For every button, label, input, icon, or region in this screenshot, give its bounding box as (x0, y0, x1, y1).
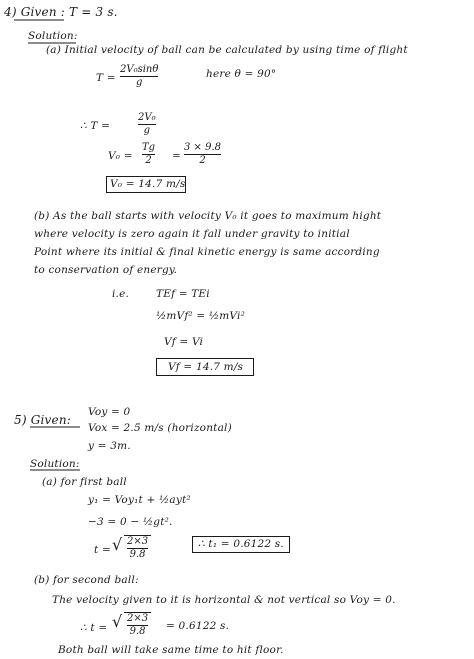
q4-v0-val-numerator: 3 × 9.8 (184, 142, 222, 153)
q4-ie: i.e. (112, 288, 130, 300)
q4-v0-denominator: 2 (145, 155, 152, 166)
q5-part-b-body: The velocity given to it is horizontal & not vertical so Voy = 0. (52, 594, 396, 606)
q5-conclusion: Both ball will take same time to hit floor. (58, 644, 284, 656)
q4-v0-val-denominator: 2 (199, 155, 206, 166)
q5-y: y = 3m. (88, 440, 131, 452)
q4-v0-eq: V₀ = (108, 150, 133, 162)
q5-part-a-text: (a) for first ball (42, 476, 127, 488)
q4-te-eq: TEf = TEi (156, 288, 210, 300)
q5-t2-numerator: 2×3 (127, 613, 149, 624)
q5-eq1: y₁ = Voy₁t + ½ayt² (88, 494, 191, 506)
q5-part-b-text: (b) for second ball: (34, 574, 139, 586)
q4-t2-fraction (138, 112, 156, 137)
q4-vf-result: Vf = 14.7 m/s (168, 361, 244, 373)
q4-t-denominator: g (135, 77, 143, 88)
q4-part-b-line4: to conservation of energy. (34, 264, 178, 276)
q4-given: 4) Given : T = 3 s. (4, 5, 118, 19)
q4-v0-numerator: Tg (142, 142, 156, 153)
sqrt-icon: √ (112, 535, 123, 554)
q4-ke-eq: ½mVf² = ½mVi² (156, 310, 245, 322)
q5-given: 5) Given: (14, 413, 72, 427)
q4-t2-denominator: g (143, 125, 150, 136)
q4-v0-fraction (142, 142, 155, 167)
q4-v0-result: V₀ = 14.7 m/s (110, 178, 186, 190)
q5-t2-lhs: ∴ t = (80, 622, 108, 634)
q4-t2-numerator: 2V₀ (138, 112, 156, 123)
q5-t2-value: = 0.6122 s. (166, 620, 230, 632)
q5-voy: Voy = 0 (88, 406, 131, 418)
q5-t-numerator: 2×3 (127, 536, 149, 547)
q5-t-fraction (124, 535, 151, 561)
q4-part-b-line3: Point where its initial & final kinetic energy is same according (34, 246, 380, 258)
q5-t2-denominator: 9.8 (129, 626, 146, 637)
q4-solution-label: Solution: (28, 30, 78, 42)
q4-here-note: here θ = 90° (206, 68, 277, 80)
q5-t2-fraction (124, 612, 151, 638)
q4-part-a-text: (a) Initial velocity of ball can be calculated by using time of flight (46, 44, 408, 56)
q4-eq-sign: = (172, 150, 181, 162)
q5-eq2: −3 = 0 − ½gt². (88, 516, 173, 528)
q4-t-fraction (120, 64, 158, 89)
q4-vf-eq: Vf = Vi (164, 336, 204, 348)
q4-t-numerator: 2V₀sinθ (120, 64, 159, 75)
q4-t-eq-lhs: T = (96, 72, 116, 84)
q5-t-denominator: 9.8 (129, 549, 146, 560)
q4-part-b-line1: (b) As the ball starts with velocity V₀ it goes to maximum hight (34, 210, 382, 222)
q5-t-lhs: t = (94, 544, 111, 556)
q4-therefore-t: ∴ T = (80, 120, 111, 132)
sqrt-icon: √ (112, 612, 123, 631)
q4-v0-val-fraction (184, 142, 221, 167)
q5-vox: Vox = 2.5 m/s (horizontal) (88, 422, 232, 434)
q5-solution-label: Solution: (30, 458, 80, 470)
q5-t1-result: ∴ t₁ = 0.6122 s. (198, 538, 284, 550)
q4-part-b-line2: where velocity is zero again it fall under gravity to initial (34, 228, 350, 240)
